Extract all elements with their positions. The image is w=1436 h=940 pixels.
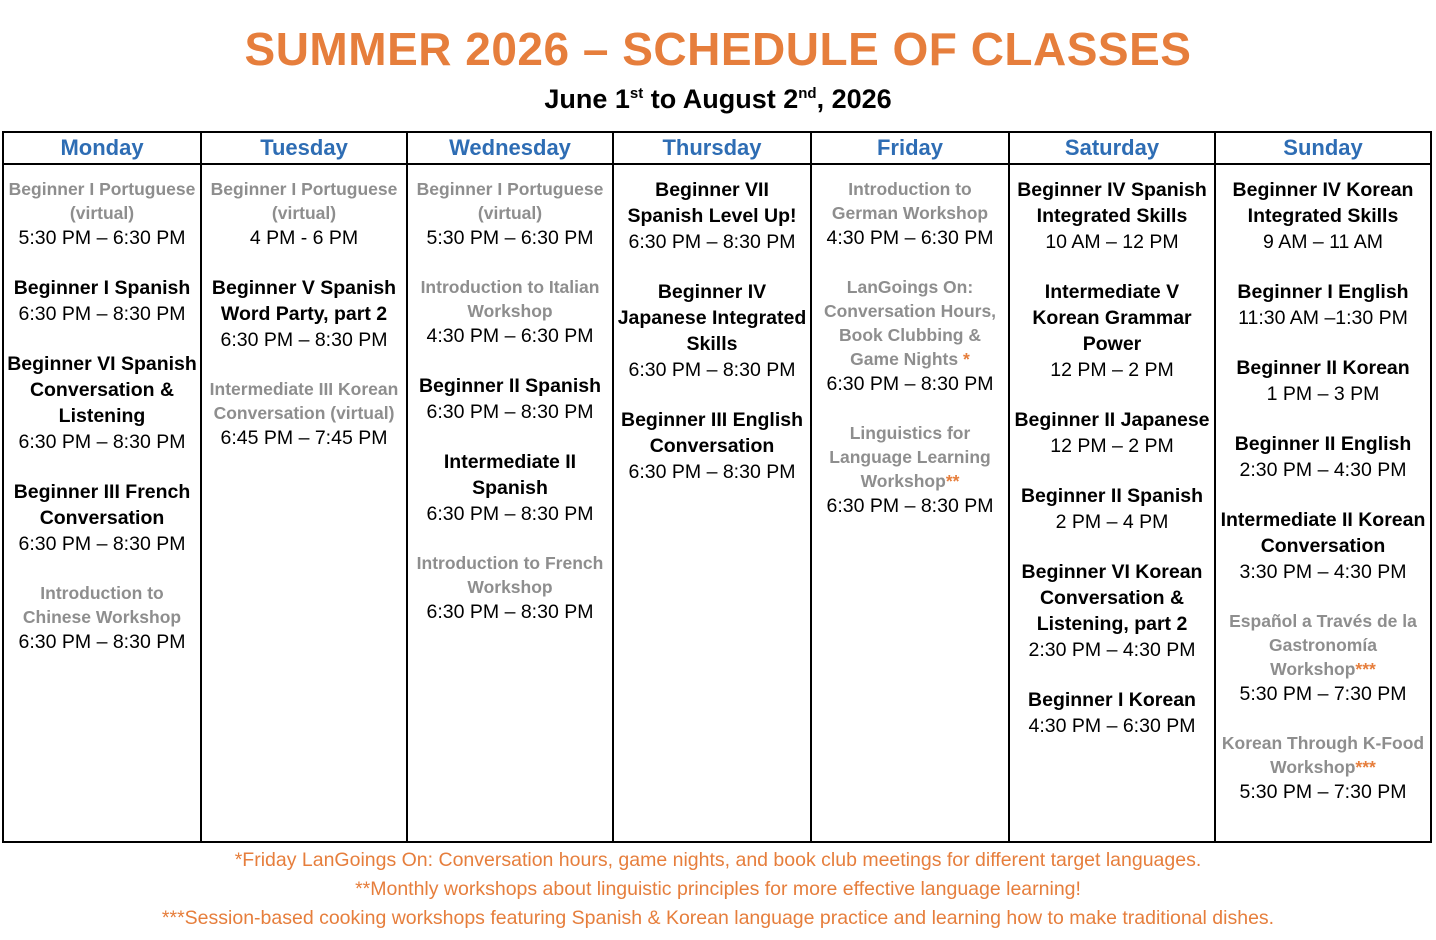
class-name-text: Introduction to Italian Workshop xyxy=(420,277,600,321)
class-name-text: Intermediate III Korean Conversation (virtual) xyxy=(209,379,399,423)
footnote: **Monthly workshops about linguistic principles for more effective language learning! xyxy=(355,878,1081,900)
class-entry xyxy=(1012,177,1212,255)
class-entry xyxy=(204,177,404,251)
class-entry xyxy=(1218,355,1428,407)
class-name-text: Beginner II English xyxy=(1234,433,1412,455)
class-entry xyxy=(1012,407,1212,459)
class-name xyxy=(410,449,610,501)
class-time: 6:45 PM – 7:45 PM xyxy=(220,427,388,449)
class-entry xyxy=(814,275,1006,397)
class-entry xyxy=(814,421,1006,519)
class-entry xyxy=(6,581,198,655)
class-entry xyxy=(1218,731,1428,805)
class-entry xyxy=(1218,609,1428,707)
day-header-row xyxy=(3,132,1431,164)
class-name-text: Beginner II Korean xyxy=(1236,357,1410,379)
class-entry xyxy=(1218,279,1428,331)
class-entry xyxy=(814,177,1006,251)
day-header-friday: Friday xyxy=(811,132,1009,164)
class-time: 2:30 PM – 4:30 PM xyxy=(1239,459,1407,481)
class-entry xyxy=(410,373,610,425)
class-name xyxy=(6,581,198,629)
class-entry xyxy=(1218,431,1428,483)
class-time: 6:30 PM – 8:30 PM xyxy=(18,303,186,325)
date-start: June 1 xyxy=(544,84,630,114)
footnote: ***Session-based cooking workshops featuring Spanish & Korean language practice and learning how to make traditional dishes. xyxy=(161,907,1275,929)
class-name xyxy=(616,407,808,459)
day-cell xyxy=(407,164,613,842)
class-name xyxy=(1012,559,1212,637)
class-name-text: Beginner VI Spanish Conversation & Listening xyxy=(7,353,197,427)
class-name xyxy=(204,177,404,225)
class-time: 4 PM - 6 PM xyxy=(249,227,359,249)
class-time: 6:30 PM – 8:30 PM xyxy=(826,373,994,395)
footnotes xyxy=(0,846,1436,933)
day-header-tuesday: Tuesday xyxy=(201,132,407,164)
class-entry xyxy=(1012,687,1212,739)
class-name xyxy=(1012,407,1212,433)
date-year: , 2026 xyxy=(816,84,892,114)
footnote-marker: ** xyxy=(945,471,960,491)
class-time: 2 PM – 4 PM xyxy=(1055,511,1169,533)
class-time: 1 PM – 3 PM xyxy=(1266,383,1380,405)
class-name xyxy=(1218,609,1428,681)
class-name xyxy=(814,275,1006,371)
day-cell xyxy=(1009,164,1215,842)
class-entry xyxy=(616,279,808,383)
class-name xyxy=(1218,507,1428,559)
class-entry xyxy=(1218,177,1428,255)
class-entry xyxy=(410,449,610,527)
day-cell xyxy=(201,164,407,842)
footnote-marker: * xyxy=(958,349,970,369)
class-name-text: Beginner III English Conversation xyxy=(620,409,804,457)
class-name-text: Introduction to French Workshop xyxy=(416,553,604,597)
class-time: 6:30 PM – 8:30 PM xyxy=(18,431,186,453)
class-time: 10 AM – 12 PM xyxy=(1045,231,1179,253)
class-name-text: Beginner II Spanish xyxy=(418,375,602,397)
schedule-table xyxy=(2,131,1432,843)
class-time: 5:30 PM – 7:30 PM xyxy=(1239,781,1407,803)
class-name xyxy=(204,377,404,425)
class-name xyxy=(1218,355,1428,381)
class-entry xyxy=(6,275,198,327)
class-name-text: Intermediate V Korean Grammar Power xyxy=(1032,281,1192,355)
class-entry xyxy=(1218,507,1428,585)
class-name-text: Beginner I Portuguese (virtual) xyxy=(210,179,398,223)
class-name-text: Español a Través de la Gastronomía Workshop xyxy=(1229,611,1417,679)
class-name xyxy=(6,275,198,301)
class-name-text: Beginner I English xyxy=(1237,281,1409,303)
class-time: 6:30 PM – 8:30 PM xyxy=(220,329,388,351)
class-time: 6:30 PM – 8:30 PM xyxy=(628,359,796,381)
class-entry xyxy=(410,177,610,251)
class-name-text: Beginner IV Japanese Integrated Skills xyxy=(617,281,807,355)
class-time: 5:30 PM – 6:30 PM xyxy=(18,227,186,249)
class-name xyxy=(6,479,198,531)
class-name xyxy=(410,373,610,399)
class-name xyxy=(6,351,198,429)
day-cell xyxy=(3,164,201,842)
class-entry xyxy=(204,275,404,353)
class-name-text: Beginner VII Spanish Level Up! xyxy=(627,179,797,227)
class-time: 6:30 PM – 8:30 PM xyxy=(426,601,594,623)
class-time: 6:30 PM – 8:30 PM xyxy=(18,631,186,653)
class-name-text: Introduction to Chinese Workshop xyxy=(22,583,182,627)
footnote-marker: *** xyxy=(1355,757,1376,777)
class-name-text: Beginner I Portuguese (virtual) xyxy=(416,179,604,223)
class-time: 6:30 PM – 8:30 PM xyxy=(426,503,594,525)
class-name-text: Beginner I Spanish xyxy=(13,277,191,299)
class-name-text: Beginner III French Conversation xyxy=(13,481,191,529)
class-time: 6:30 PM – 8:30 PM xyxy=(426,401,594,423)
class-entry xyxy=(204,377,404,451)
class-name-text: Beginner VI Korean Conversation & Listening, part 2 xyxy=(1021,561,1203,635)
day-cell xyxy=(613,164,811,842)
footnote-marker: *** xyxy=(1355,659,1376,679)
class-time: 12 PM – 2 PM xyxy=(1050,359,1174,381)
class-name xyxy=(814,421,1006,493)
class-name-text: Beginner II Spanish xyxy=(1020,485,1204,507)
class-time: 6:30 PM – 8:30 PM xyxy=(18,533,186,555)
class-time: 12 PM – 2 PM xyxy=(1050,435,1174,457)
class-name-text: Intermediate II Spanish xyxy=(443,451,577,499)
class-name xyxy=(1218,731,1428,779)
class-time: 6:30 PM – 8:30 PM xyxy=(826,495,994,517)
class-time: 4:30 PM – 6:30 PM xyxy=(826,227,994,249)
class-time: 11:30 AM –1:30 PM xyxy=(1238,307,1408,329)
class-name-text: Intermediate II Korean Conversation xyxy=(1220,509,1426,557)
class-entry xyxy=(1012,279,1212,383)
date-end: to August 2 xyxy=(643,84,799,114)
class-name xyxy=(1012,483,1212,509)
class-entry xyxy=(616,407,808,485)
class-name-text: Beginner I Portuguese (virtual) xyxy=(8,179,196,223)
class-time: 6:30 PM – 8:30 PM xyxy=(628,461,796,483)
class-time: 2:30 PM – 4:30 PM xyxy=(1028,639,1196,661)
class-name xyxy=(410,177,610,225)
day-header-sunday: Sunday xyxy=(1215,132,1431,164)
class-entry xyxy=(1012,483,1212,535)
class-entry xyxy=(410,275,610,349)
class-name xyxy=(616,279,808,357)
class-name-text: Beginner IV Korean Integrated Skills xyxy=(1232,179,1414,227)
class-name xyxy=(204,275,404,327)
date-range xyxy=(0,84,1436,115)
class-name xyxy=(1218,177,1428,229)
class-entry xyxy=(1012,559,1212,663)
class-time: 4:30 PM – 6:30 PM xyxy=(1028,715,1196,737)
day-cell xyxy=(811,164,1009,842)
class-entry xyxy=(6,177,198,251)
class-name xyxy=(1012,177,1212,229)
class-time: 3:30 PM – 4:30 PM xyxy=(1239,561,1407,583)
class-name-text: Linguistics for Language Learning Workshop xyxy=(829,423,991,491)
day-header-monday: Monday xyxy=(3,132,201,164)
class-name xyxy=(1012,687,1212,713)
day-cell xyxy=(1215,164,1431,842)
class-name xyxy=(1218,279,1428,305)
class-name-text: Introduction to German Workshop xyxy=(831,179,989,223)
ordinal-suffix-start: st xyxy=(629,85,644,102)
footnote: *Friday LanGoings On: Conversation hours, game nights, and book club meetings for different target languages. xyxy=(234,849,1202,871)
class-name xyxy=(6,177,198,225)
class-name xyxy=(1012,279,1212,357)
day-header-thursday: Thursday xyxy=(613,132,811,164)
day-header-wednesday: Wednesday xyxy=(407,132,613,164)
class-row xyxy=(3,164,1431,842)
ordinal-suffix-end: nd xyxy=(798,85,817,102)
class-name xyxy=(814,177,1006,225)
class-name xyxy=(410,551,610,599)
class-entry xyxy=(6,479,198,557)
class-time: 6:30 PM – 8:30 PM xyxy=(628,231,796,253)
class-time: 5:30 PM – 6:30 PM xyxy=(426,227,594,249)
class-time: 4:30 PM – 6:30 PM xyxy=(426,325,594,347)
class-name-text: Korean Through K-Food Workshop xyxy=(1221,733,1425,777)
class-name-text: LanGoings On: Conversation Hours, Book Clubbing & Game Nights xyxy=(823,277,997,369)
day-header-saturday: Saturday xyxy=(1009,132,1215,164)
class-name-text: Beginner I Korean xyxy=(1028,689,1196,711)
class-name xyxy=(410,275,610,323)
class-entry xyxy=(616,177,808,255)
class-name-text: Beginner V Spanish Word Party, part 2 xyxy=(211,277,397,325)
class-entry xyxy=(410,551,610,625)
page-title: SUMMER 2026 – SCHEDULE OF CLASSES xyxy=(244,23,1192,75)
class-entry xyxy=(6,351,198,455)
class-time: 5:30 PM – 7:30 PM xyxy=(1239,683,1407,705)
class-time: 9 AM – 11 AM xyxy=(1263,231,1383,253)
class-name xyxy=(1218,431,1428,457)
class-name xyxy=(616,177,808,229)
class-name-text: Beginner II Japanese xyxy=(1014,409,1210,431)
class-name-text: Beginner IV Spanish Integrated Skills xyxy=(1017,179,1207,227)
